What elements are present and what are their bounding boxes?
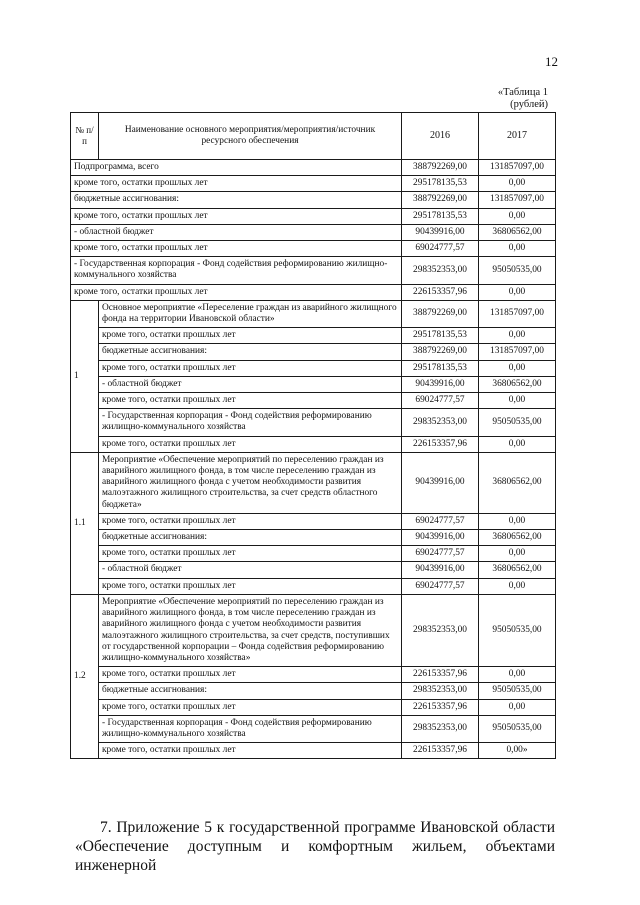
row-name: Мероприятие «Обеспечение мероприятий по переселению граждан из аварийного жилищного фонда, в том числе переселению граждан из аварийного жилищного фонда с учетом необходимости развития малоэтажного жилищного строительства, за счет средств, поступивших от государственной корпорации – Фонда содействия реформированию жилищно-коммунального хозяйства»: [99, 594, 402, 666]
table-label: «Таблица 1: [497, 87, 548, 98]
value-2017: 36806562,00: [479, 562, 556, 578]
value-2017: 36806562,00: [479, 376, 556, 392]
value-2017: 0,00: [479, 284, 556, 300]
value-2017: 0,00: [479, 436, 556, 452]
row-name: - областной бюджет: [99, 562, 402, 578]
table-row: [71, 578, 556, 594]
row-name: - Государственная корпорация - Фонд содействия реформированию жилищно-коммунального хозяйства: [99, 409, 402, 436]
value-2016: 90439916,00: [402, 530, 479, 546]
value-2016: 226153357,96: [402, 699, 479, 715]
row-name: кроме того, остатки прошлых лет: [99, 360, 402, 376]
value-2017: 0,00: [479, 578, 556, 594]
units-label: (рублей): [510, 99, 548, 110]
value-2016: 388792269,00: [402, 192, 479, 208]
value-2017: 0,00: [479, 667, 556, 683]
table-row: [71, 594, 556, 666]
table-row: [71, 513, 556, 529]
table-caption: [498, 87, 548, 111]
value-2017: 95050535,00: [479, 257, 556, 284]
value-2017: 36806562,00: [479, 224, 556, 240]
table-row: [71, 683, 556, 699]
value-2017: 131857097,00: [479, 344, 556, 360]
value-2016: 295178135,53: [402, 328, 479, 344]
table-row: [71, 530, 556, 546]
row-name: Мероприятие «Обеспечение мероприятий по переселению граждан из аварийного жилищного фонда, в том числе переселению граждан из аварийного жилищного фонда с учетом необходимости развития малоэтажного жилищного строительства, за счет средств областного бюджета»: [99, 452, 402, 513]
value-2017: 131857097,00: [479, 192, 556, 208]
value-2017: 36806562,00: [479, 452, 556, 513]
row-number: 1: [71, 300, 99, 452]
header-name: Наименование основного мероприятия/мероприятия/источник ресурсного обеспечения: [99, 113, 402, 160]
value-2017: 0,00: [479, 699, 556, 715]
row-name: - областной бюджет: [99, 376, 402, 392]
value-2017: 36806562,00: [479, 530, 556, 546]
value-2016: 298352353,00: [402, 257, 479, 284]
table-row: [71, 241, 556, 257]
value-2016: 69024777,57: [402, 513, 479, 529]
row-name: бюджетные ассигнования:: [99, 683, 402, 699]
table-row: [71, 208, 556, 224]
table-row: [71, 176, 556, 192]
table-row: [71, 224, 556, 240]
row-name: кроме того, остатки прошлых лет: [99, 699, 402, 715]
value-2016: 90439916,00: [402, 452, 479, 513]
value-2016: 298352353,00: [402, 715, 479, 742]
value-2016: 69024777,57: [402, 546, 479, 562]
table-row: [71, 715, 556, 742]
table-row: [71, 300, 556, 327]
row-name: кроме того, остатки прошлых лет: [99, 546, 402, 562]
table-row: [71, 743, 556, 759]
value-2017: 131857097,00: [479, 300, 556, 327]
row-name: бюджетные ассигнования:: [99, 530, 402, 546]
row-name: кроме того, остатки прошлых лет: [99, 393, 402, 409]
value-2016: 90439916,00: [402, 376, 479, 392]
table-row: [71, 160, 556, 176]
table-row: [71, 409, 556, 436]
table-row: [71, 436, 556, 452]
value-2016: 226153357,96: [402, 667, 479, 683]
value-2016: 295178135,53: [402, 360, 479, 376]
table-row: [71, 562, 556, 578]
value-2017: 95050535,00: [479, 715, 556, 742]
value-2016: 295178135,53: [402, 208, 479, 224]
value-2016: 90439916,00: [402, 224, 479, 240]
value-2017: 0,00: [479, 328, 556, 344]
value-2017: 0,00: [479, 360, 556, 376]
value-2017: 95050535,00: [479, 594, 556, 666]
value-2016: 298352353,00: [402, 409, 479, 436]
row-number: 1.2: [71, 594, 99, 758]
footer-paragraph: [75, 818, 555, 875]
row-name: Основное мероприятие «Переселение граждан из аварийного жилищного фонда на территории Ивановской области»: [99, 300, 402, 327]
value-2016: 226153357,96: [402, 743, 479, 759]
table-row: [71, 344, 556, 360]
table-row: [71, 452, 556, 513]
value-2017: 0,00: [479, 513, 556, 529]
header-2016: 2016: [402, 113, 479, 160]
table-body: [71, 160, 556, 759]
table-row: [71, 393, 556, 409]
footer-line-2: «Обеспечение доступным и комфортным жильем, объектами инженерной: [75, 838, 555, 874]
row-name: кроме того, остатки прошлых лет: [71, 176, 402, 192]
row-name: кроме того, остатки прошлых лет: [99, 667, 402, 683]
table-row: [71, 376, 556, 392]
value-2016: 69024777,57: [402, 578, 479, 594]
value-2016: 226153357,96: [402, 436, 479, 452]
value-2017: 95050535,00: [479, 683, 556, 699]
table-row: [71, 699, 556, 715]
value-2016: 388792269,00: [402, 160, 479, 176]
table-row: [71, 328, 556, 344]
row-name: кроме того, остатки прошлых лет: [71, 284, 402, 300]
row-name: кроме того, остатки прошлых лет: [99, 743, 402, 759]
row-name: кроме того, остатки прошлых лет: [99, 436, 402, 452]
table-row: [71, 192, 556, 208]
value-2016: 388792269,00: [402, 300, 479, 327]
row-name: - Государственная корпорация - Фонд содействия реформированию жилищно-коммунального хозяйства: [71, 257, 402, 284]
row-name: бюджетные ассигнования:: [99, 344, 402, 360]
value-2016: 69024777,57: [402, 393, 479, 409]
value-2017: 0,00»: [479, 743, 556, 759]
table-row: [71, 284, 556, 300]
value-2016: 298352353,00: [402, 683, 479, 699]
row-name: кроме того, остатки прошлых лет: [71, 241, 402, 257]
row-name: - областной бюджет: [71, 224, 402, 240]
table-row: [71, 360, 556, 376]
value-2016: 226153357,96: [402, 284, 479, 300]
table-row: [71, 546, 556, 562]
value-2016: 90439916,00: [402, 562, 479, 578]
value-2016: 295178135,53: [402, 176, 479, 192]
value-2017: 95050535,00: [479, 409, 556, 436]
value-2017: 0,00: [479, 176, 556, 192]
table-row: [71, 667, 556, 683]
header-2017: 2017: [479, 113, 556, 160]
value-2016: 388792269,00: [402, 344, 479, 360]
header-num: № п/п: [71, 113, 99, 160]
table-row: [71, 257, 556, 284]
row-name: кроме того, остатки прошлых лет: [99, 328, 402, 344]
value-2016: 298352353,00: [402, 594, 479, 666]
row-name: кроме того, остатки прошлых лет: [99, 513, 402, 529]
value-2017: 0,00: [479, 241, 556, 257]
value-2017: 0,00: [479, 208, 556, 224]
value-2016: 69024777,57: [402, 241, 479, 257]
row-name: кроме того, остатки прошлых лет: [99, 578, 402, 594]
value-2017: 0,00: [479, 546, 556, 562]
page-number: 12: [545, 54, 558, 69]
header-row: [71, 113, 556, 160]
value-2017: 0,00: [479, 393, 556, 409]
budget-table: [70, 112, 556, 759]
row-number: 1.1: [71, 452, 99, 594]
row-name: бюджетные ассигнования:: [71, 192, 402, 208]
row-name: - Государственная корпорация - Фонд содействия реформированию жилищно-коммунального хозяйства: [99, 715, 402, 742]
row-name: кроме того, остатки прошлых лет: [71, 208, 402, 224]
footer-line-1: 7. Приложение 5 к государственной программе Ивановской области: [100, 819, 555, 836]
value-2017: 131857097,00: [479, 160, 556, 176]
row-name: Подпрограмма, всего: [71, 160, 402, 176]
